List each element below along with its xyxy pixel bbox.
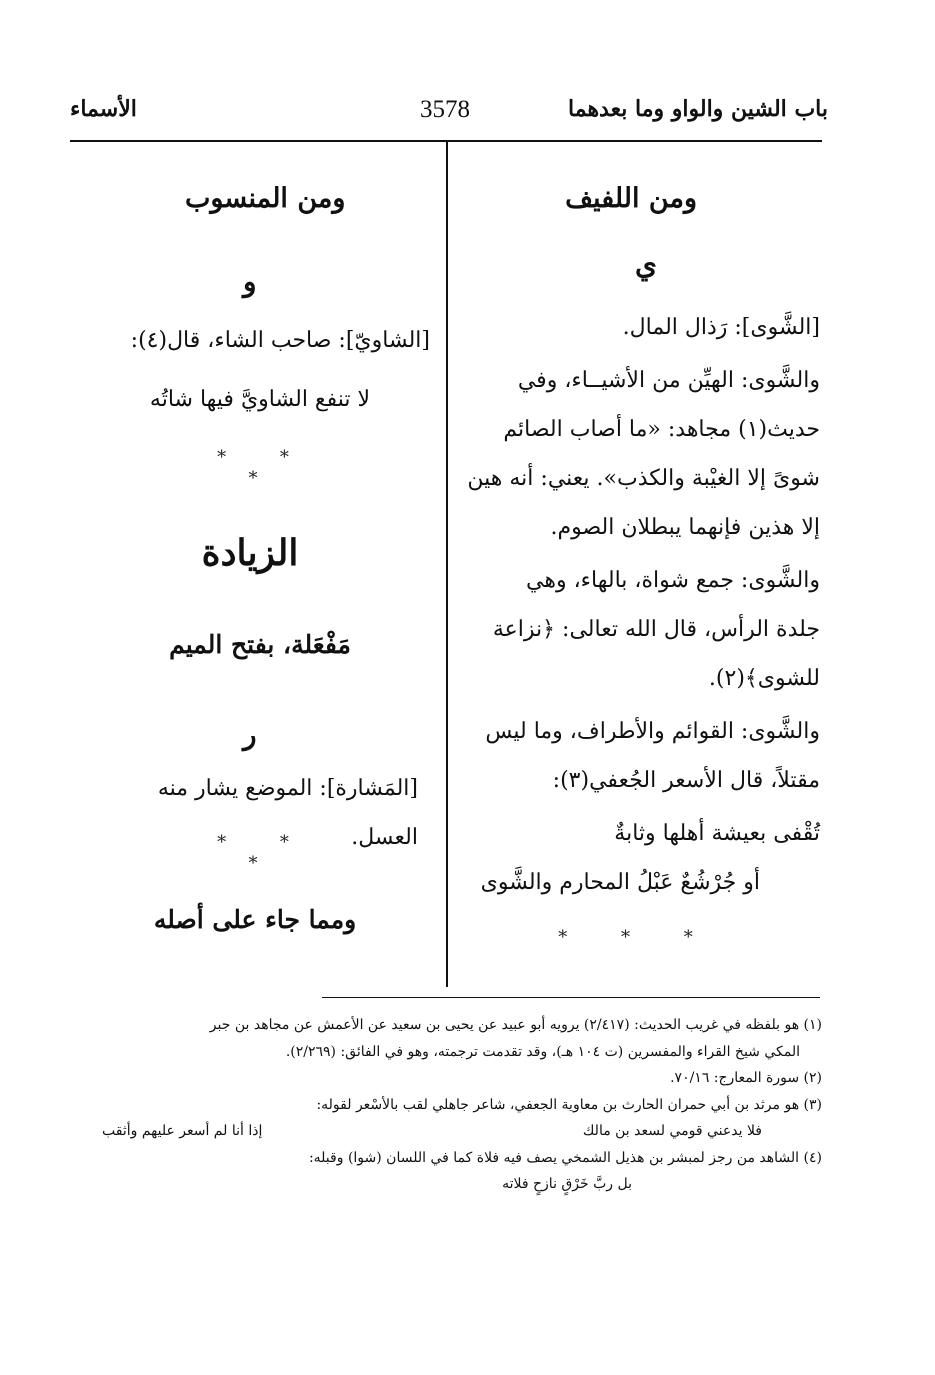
footnote-rule xyxy=(322,997,820,998)
column-divider xyxy=(446,142,448,987)
separator-stars: * * * xyxy=(217,832,313,874)
left-verse: لا تنفع الشاويَّ فيها شاتُه xyxy=(149,387,371,412)
separator-stars: * * * xyxy=(558,927,717,948)
right-column-letter: ي xyxy=(635,248,657,281)
entry-line: حديث(١) مجاهد: «ما أصاب الصائم xyxy=(503,417,820,442)
chapter-title: باب الشين والواو وما بعدهما xyxy=(568,96,828,122)
left-column-letter: ر xyxy=(243,718,257,751)
entry-line: [الشَّوى]: رَذال المال. xyxy=(622,315,820,340)
footnote: المكي شيخ القراء والمفسرين (ت ١٠٤ هـ)، وقد تقدمت ترجمته، وهو في الفائق: (٢/٢٦٩). xyxy=(285,1043,800,1060)
footnote: (٣) هو مرثد بن أبي حمران الحارث بن معاوية الجعفي، شاعر جاهلي لقب بالأسْعر لقوله: xyxy=(316,1096,822,1113)
section-title: الأسماء xyxy=(70,96,137,122)
left-column-heading: ومما جاء على أصله xyxy=(153,905,357,934)
verse-hemistich: إذا أنا لم أسعر عليهم وأثقب xyxy=(102,1123,263,1139)
footnote: (٤) الشاهد من رجز لمبشر بن هذيل الشمخي يصف فيه فلاة كما في اللسان (شوا) وقبله: xyxy=(308,1149,822,1166)
right-column xyxy=(455,303,820,962)
subheading: مَفْعَلة، بفتح الميم xyxy=(169,630,351,659)
footnote-verse: بل ربَّ خَرْقٍ نازحٍ فلاته xyxy=(502,1176,632,1192)
entry-line: إلا هذين فإنهما يبطلان الصوم. xyxy=(550,515,820,540)
footnote: (١) هو بلفظه في غريب الحديث: (٢/٤١٧) يرويه أبو عبيد عن يحيى بن سعيد عن الأعمش عن مجاهد بن جبر xyxy=(209,1017,822,1033)
left-column-heading: ومن المنسوب xyxy=(185,183,346,214)
entry-line: للشوى﴾(٢). xyxy=(708,666,820,691)
verse-hemistich: فلا يدعني قومي لسعد بن مالك xyxy=(582,1123,762,1139)
entry-line: جلدة الرأس، قال الله تعالى: ﴿نزاعة xyxy=(492,617,820,642)
verse-line: تُقْفى بعيشة أهلها وثابةٌ xyxy=(614,821,820,846)
verse-line: أو جُرْشُعٌ عَبْلُ المحارم والشَّوى xyxy=(480,870,760,895)
footnotes xyxy=(72,1012,822,1198)
left-entry: [المَشارة]: الموضع يشار منه العسل. xyxy=(157,776,418,850)
separator-stars: * * * xyxy=(217,447,313,489)
section-heading: الزيادة xyxy=(201,532,299,574)
left-entry: [الشاويّ]: صاحب الشاء، قال(٤): xyxy=(130,328,430,353)
right-column-heading: ومن اللفيف xyxy=(565,183,697,214)
entry-line: مقتلاً، قال الأسعر الجُعفي(٣): xyxy=(552,768,820,793)
entry-line: شوىً إلا الغيْبة والكذب». يعني: أنه هين xyxy=(467,466,820,491)
footnote-verse xyxy=(72,1118,822,1145)
page-number: 3578 xyxy=(420,96,470,123)
left-column-letter: و xyxy=(243,265,257,298)
entry-line: والشَّوى: الهيِّن من الأشيــاء، وفي xyxy=(517,368,820,393)
entry-line: والشَّوى: جمع شواة، بالهاء، وهي xyxy=(526,568,820,593)
entry-line: والشَّوى: القوائم والأطراف، وما ليس xyxy=(485,719,820,744)
footnote: (٢) سورة المعارج: ٧٠/١٦. xyxy=(670,1070,822,1086)
